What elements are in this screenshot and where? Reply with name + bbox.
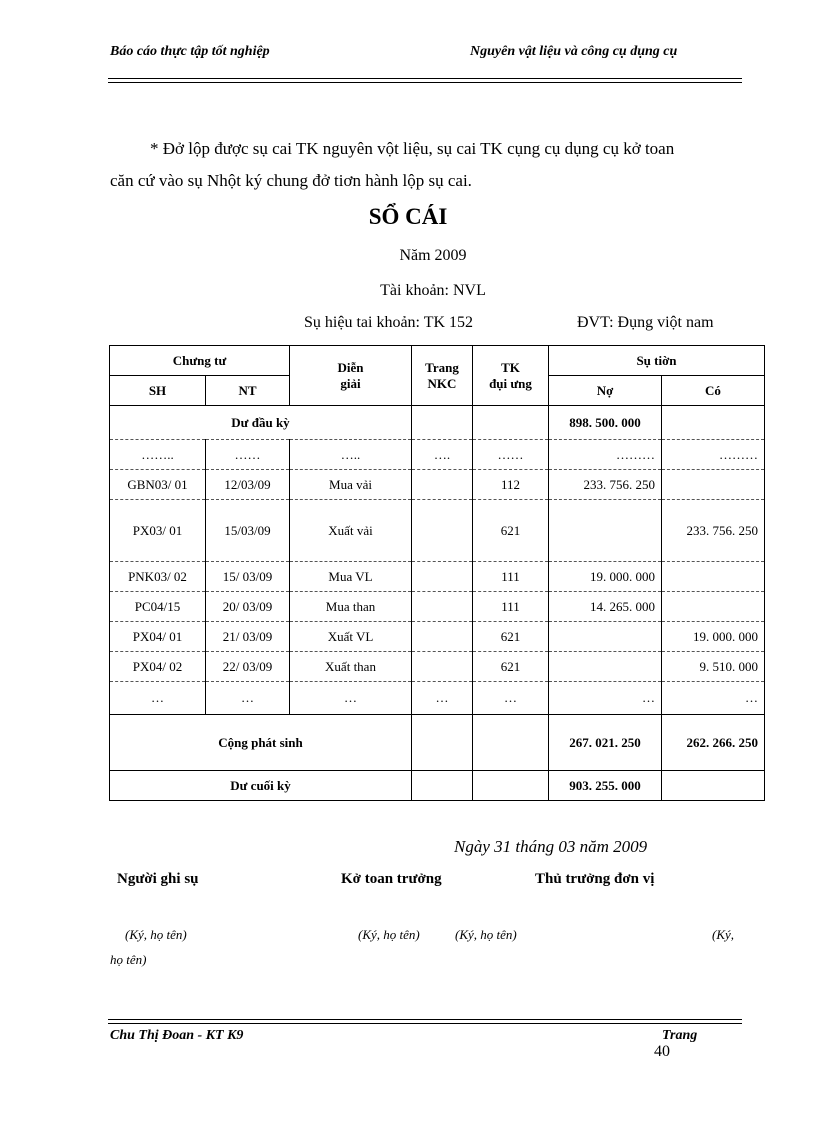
row-ref bbox=[412, 592, 473, 622]
row-description: Xuất than bbox=[290, 652, 412, 682]
footer-rule-bottom bbox=[108, 1023, 742, 1024]
col-credit-header: Có bbox=[662, 376, 765, 406]
opening-balance-label: Dư đầu kỳ bbox=[110, 406, 412, 440]
ledger-year: Năm 2009 bbox=[399, 247, 467, 264]
signature-note-accountant: (Ký, họ tên) bbox=[358, 927, 420, 942]
row-sh: PNK03/ 02 bbox=[110, 562, 206, 592]
row-nt: 22/ 03/09 bbox=[206, 652, 290, 682]
footer-page-label: Trang bbox=[662, 1028, 698, 1043]
header-rule-top bbox=[108, 78, 742, 79]
ledger-title: SỔ CÁI bbox=[368, 204, 448, 229]
col-nt-header: NT bbox=[206, 376, 290, 406]
opening-balance-credit bbox=[662, 406, 765, 440]
signature-chief-accountant: Kở toan trưởng bbox=[341, 871, 442, 887]
table-row bbox=[110, 470, 765, 500]
row-ref bbox=[412, 470, 473, 500]
dots-cell: …… bbox=[473, 440, 549, 470]
ellipsis-cell: … bbox=[290, 682, 412, 715]
row-sh: PX03/ 01 bbox=[110, 500, 206, 562]
row-description: Mua vải bbox=[290, 470, 412, 500]
dots-row bbox=[110, 440, 765, 470]
total-debit: 267. 021. 250 bbox=[549, 715, 662, 771]
col-journal-page-line-1: Trang bbox=[425, 359, 459, 375]
row-ref bbox=[412, 562, 473, 592]
col-description-line-1: Diễn bbox=[337, 359, 364, 375]
signature-date: Ngày 31 tháng 03 năm 2009 bbox=[454, 837, 648, 856]
row-ref bbox=[412, 500, 473, 562]
col-contra-account-line-2: đụi ưng bbox=[489, 375, 532, 391]
row-description: Mua than bbox=[290, 592, 412, 622]
row-contra-account: 621 bbox=[473, 500, 549, 562]
header-subject: Nguyên vật liệu và công cụ dụng cụ bbox=[470, 44, 678, 59]
ellipsis-cell: … bbox=[412, 682, 473, 715]
row-sh: PC04/15 bbox=[110, 592, 206, 622]
closing-balance-acct bbox=[473, 771, 549, 801]
ellipsis-cell: … bbox=[110, 682, 206, 715]
row-nt: 15/ 03/09 bbox=[206, 562, 290, 592]
row-debit: 19. 000. 000 bbox=[549, 562, 662, 592]
signature-note-extra: (Ký, họ tên) bbox=[455, 927, 517, 942]
row-credit bbox=[662, 562, 765, 592]
dots-cell: …… bbox=[206, 440, 290, 470]
col-voucher-header: Chưng tư bbox=[110, 346, 290, 376]
footer-page-number: 40 bbox=[654, 1043, 670, 1060]
col-sh-header: SH bbox=[110, 376, 206, 406]
ellipsis-cell: … bbox=[473, 682, 549, 715]
ledger-account-number: Sụ hiệu tai khoản: TK 152 bbox=[304, 314, 474, 331]
dots-cell: ……… bbox=[549, 440, 662, 470]
signature-director: Thủ trưởng đơn vị bbox=[535, 871, 655, 887]
ellipsis-cell: … bbox=[549, 682, 662, 715]
footer-author: Chu Thị Đoan - KT K9 bbox=[110, 1028, 244, 1043]
row-credit bbox=[662, 592, 765, 622]
row-credit: 9. 510. 000 bbox=[662, 652, 765, 682]
ellipsis-row bbox=[110, 682, 765, 715]
closing-balance-row bbox=[110, 771, 765, 801]
total-acct bbox=[473, 715, 549, 771]
dots-cell: …….. bbox=[110, 440, 206, 470]
row-debit bbox=[549, 652, 662, 682]
total-label: Cộng phát sinh bbox=[110, 715, 412, 771]
ledger-currency-unit: ĐVT: Đụng viột nam bbox=[577, 314, 714, 331]
col-amount-header: Sụ tiờn bbox=[549, 346, 765, 376]
row-credit: 233. 756. 250 bbox=[662, 500, 765, 562]
row-description: Mua VL bbox=[290, 562, 412, 592]
opening-balance-acct bbox=[473, 406, 549, 440]
closing-balance-ref bbox=[412, 771, 473, 801]
row-ref bbox=[412, 622, 473, 652]
table-header-row-1 bbox=[110, 346, 765, 376]
row-description: Xuất VL bbox=[290, 622, 412, 652]
footer-rule-top bbox=[108, 1019, 742, 1020]
col-journal-page-line-2: NKC bbox=[427, 375, 457, 391]
signature-note-director-cont: họ tên) bbox=[110, 952, 147, 967]
closing-balance-credit bbox=[662, 771, 765, 801]
col-contra-account-header bbox=[473, 346, 549, 406]
row-sh: GBN03/ 01 bbox=[110, 470, 206, 500]
row-nt: 21/ 03/09 bbox=[206, 622, 290, 652]
intro-line-1: * Đở lộp được sụ cai TK nguyên vột liệu, sụ cai TK cụng cụ dụng cụ kở toan bbox=[150, 139, 675, 158]
row-sh: PX04/ 02 bbox=[110, 652, 206, 682]
row-debit bbox=[549, 500, 662, 562]
row-description: Xuất vải bbox=[290, 500, 412, 562]
intro-line-2: căn cứ vào sụ Nhột ký chung đở tiơn hành lộp sụ cai. bbox=[110, 171, 472, 190]
row-contra-account: 112 bbox=[473, 470, 549, 500]
ledger-table bbox=[109, 345, 765, 801]
closing-balance-label: Dư cuối kỳ bbox=[110, 771, 412, 801]
intro-paragraph bbox=[110, 133, 750, 197]
opening-balance-row bbox=[110, 406, 765, 440]
row-ref bbox=[412, 652, 473, 682]
table-row bbox=[110, 622, 765, 652]
col-description-line-2: giải bbox=[340, 375, 361, 391]
row-credit bbox=[662, 470, 765, 500]
total-row bbox=[110, 715, 765, 771]
total-ref bbox=[412, 715, 473, 771]
row-debit bbox=[549, 622, 662, 652]
dots-cell: ……… bbox=[662, 440, 765, 470]
table-row bbox=[110, 562, 765, 592]
col-contra-account-line-1: TK bbox=[501, 359, 520, 375]
table-row bbox=[110, 592, 765, 622]
row-sh: PX04/ 01 bbox=[110, 622, 206, 652]
col-journal-page-header bbox=[412, 346, 473, 406]
ellipsis-cell: … bbox=[206, 682, 290, 715]
header-rule-bottom bbox=[108, 82, 742, 83]
ledger-account: Tài khoản: NVL bbox=[380, 282, 486, 299]
row-contra-account: 111 bbox=[473, 592, 549, 622]
row-nt: 12/03/09 bbox=[206, 470, 290, 500]
ellipsis-cell: … bbox=[662, 682, 765, 715]
table-row bbox=[110, 500, 765, 562]
signature-recorder: Người ghi sụ bbox=[117, 871, 199, 887]
dots-cell: ….. bbox=[290, 440, 412, 470]
opening-balance-ref bbox=[412, 406, 473, 440]
signature-note-recorder: (Ký, họ tên) bbox=[125, 927, 187, 942]
row-debit: 14. 265. 000 bbox=[549, 592, 662, 622]
row-debit: 233. 756. 250 bbox=[549, 470, 662, 500]
closing-balance-debit: 903. 255. 000 bbox=[549, 771, 662, 801]
col-description-header bbox=[290, 346, 412, 406]
row-nt: 20/ 03/09 bbox=[206, 592, 290, 622]
row-contra-account: 621 bbox=[473, 622, 549, 652]
row-contra-account: 111 bbox=[473, 562, 549, 592]
header-report-title: Báo cáo thực tập tốt nghiệp bbox=[110, 44, 270, 59]
row-credit: 19. 000. 000 bbox=[662, 622, 765, 652]
signature-note-director: (Ký, bbox=[712, 927, 735, 942]
table-row bbox=[110, 652, 765, 682]
col-debit-header: Nợ bbox=[549, 376, 662, 406]
row-nt: 15/03/09 bbox=[206, 500, 290, 562]
total-credit: 262. 266. 250 bbox=[662, 715, 765, 771]
dots-cell: …. bbox=[412, 440, 473, 470]
opening-balance-debit: 898. 500. 000 bbox=[549, 406, 662, 440]
row-contra-account: 621 bbox=[473, 652, 549, 682]
